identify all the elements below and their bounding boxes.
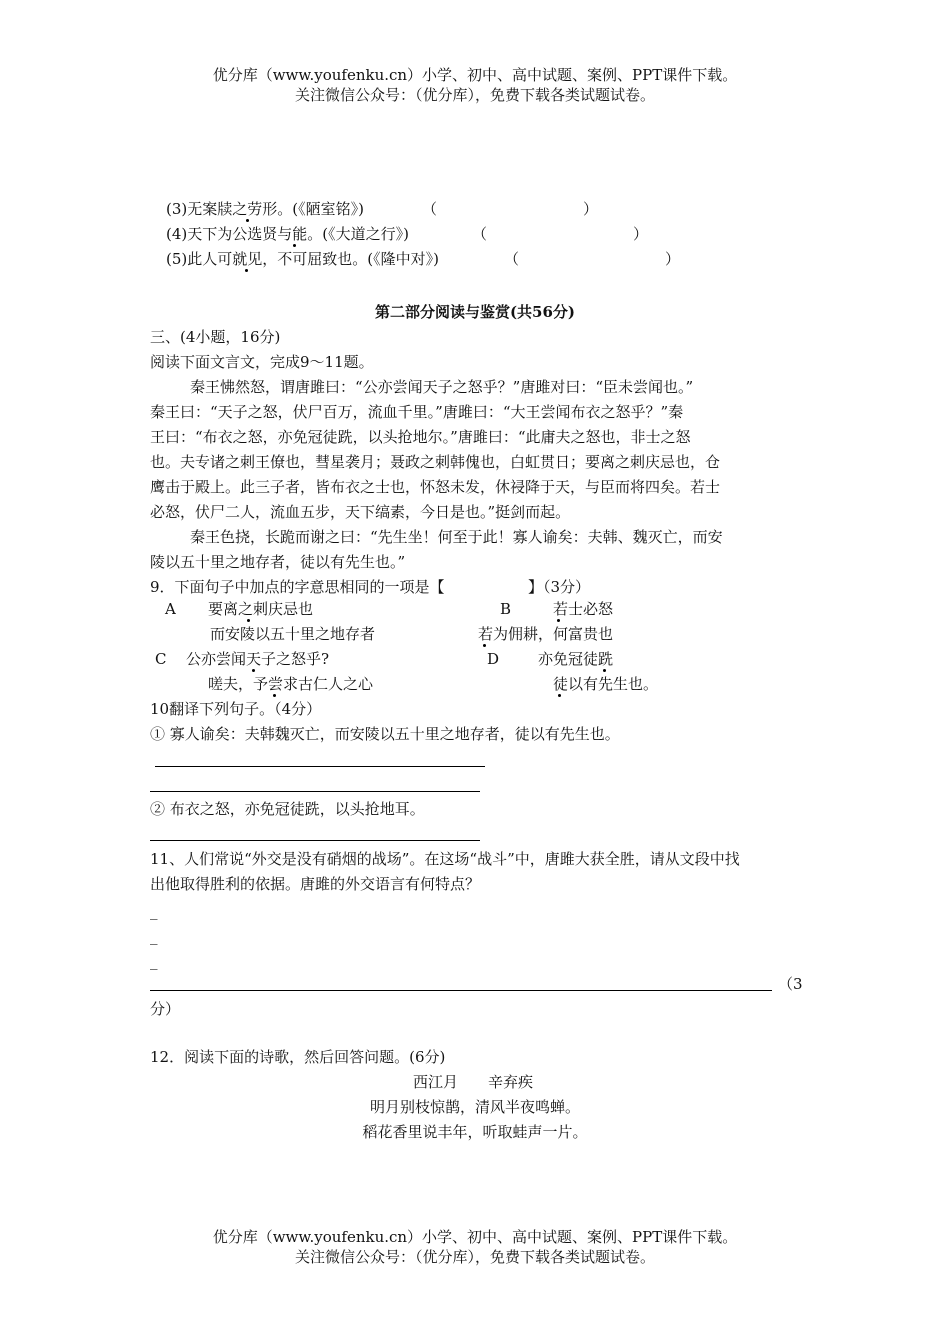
q9-option-d-s1: 亦免冠徒跣 xyxy=(538,650,614,668)
header-line-2: 关注微信公众号：（优分库），免费下载各类试题试卷。 xyxy=(294,86,655,104)
answer-line[interactable] xyxy=(150,791,480,792)
emphasis-dot xyxy=(273,694,276,697)
answer-dash[interactable]: _ xyxy=(150,927,158,945)
answer-dash[interactable]: _ xyxy=(150,952,158,970)
section3-heading: 三、(4小题，16分) xyxy=(150,328,281,346)
q10-stem: 10翻译下列句子。（4分） xyxy=(150,700,322,718)
poem-title: 西江月 xyxy=(413,1073,459,1091)
item-5: (5)此人可就见，不可屈致也。(《隆中对》) xyxy=(166,250,439,268)
item-3-paren-open: （ xyxy=(422,200,438,218)
answer-line[interactable] xyxy=(155,766,485,767)
emphasis-dot xyxy=(558,694,561,697)
q9-option-c-s2: 嗟夫，予尝求古仁人之心 xyxy=(208,675,374,693)
footer-line-1: 优分库（www.youfenku.cn）小学、初中、高中试题、案例、PPT课件下载。 xyxy=(212,1228,738,1246)
passage-line: 必怒，伏尸二人，流血五步，天下缟素，今日是也。”挺剑而起。 xyxy=(150,503,571,521)
poem-line: 稻花香里说丰年，听取蛙声一片。 xyxy=(362,1123,588,1141)
q9-option-a-s2: 而安陵以五十里之地存者 xyxy=(210,625,376,643)
q11-line-2: 出他取得胜利的依据。唐雎的外交语言有何特点？ xyxy=(150,875,481,893)
q9-option-d-letter: D xyxy=(487,650,500,668)
emphasis-dot xyxy=(483,644,486,647)
passage-line: 秦王曰：“天子之怒，伏尸百万，流血千里。”唐雎曰：“大王尝闻布衣之怒乎？”秦 xyxy=(150,403,684,421)
emphasis-dot xyxy=(252,669,255,672)
q10-sentence-2: ② 布衣之怒，亦免冠徒跣，以头抢地耳。 xyxy=(150,800,425,818)
part2-title: 第二部分阅读与鉴赏(共56分) xyxy=(374,303,576,321)
passage-line: 也。夫专诸之刺王僚也，彗星袭月；聂政之刺韩傀也，白虹贯日；要离之刺庆忌也，仓 xyxy=(150,453,721,471)
answer-line[interactable] xyxy=(150,840,480,841)
emphasis-dot xyxy=(557,619,560,622)
q11-score-a: （3 xyxy=(778,975,803,993)
q9-option-c-s1: 公亦尝闻天子之怒乎? xyxy=(186,650,330,668)
poem-author: 辛弃疾 xyxy=(488,1073,534,1091)
item-3-paren-close: ） xyxy=(583,200,599,218)
emphasis-dot xyxy=(245,269,248,272)
answer-dash[interactable]: _ xyxy=(150,902,158,920)
passage-line: 鹰击于殿上。此三子者，皆布衣之士也，怀怒未发，休祲降于天，与臣而将四矣。若士 xyxy=(150,478,721,496)
answer-line[interactable] xyxy=(150,990,772,991)
q9-option-d-s2: 徒以有先生也。 xyxy=(553,675,659,693)
emphasis-dot xyxy=(293,244,296,247)
item-5-paren-close: ） xyxy=(665,250,681,268)
q12-stem: 12．阅读下面的诗歌，然后回答问题。(6分) xyxy=(150,1048,446,1066)
passage-line: 王曰：“布衣之怒，亦免冠徒跣，以头抢地尔。”唐雎曰：“此庸夫之怒也，非士之怒 xyxy=(150,428,691,446)
q9-option-a-s1: 要离之刺庆忌也 xyxy=(208,600,314,618)
footer-line-2: 关注微信公众号：（优分库），免费下载各类试题试卷。 xyxy=(294,1248,655,1266)
emphasis-dot xyxy=(246,219,249,222)
item-4-paren-open: （ xyxy=(472,225,488,243)
poem-line: 明月别枝惊鹊，清风半夜鸣蝉。 xyxy=(369,1098,580,1116)
q9-option-b-s1: 若士必怒 xyxy=(553,600,614,618)
passage-line: 秦王怫然怒，谓唐雎曰：“公亦尝闻天子之怒乎？”唐雎对曰：“臣未尝闻也。” xyxy=(190,378,694,396)
emphasis-dot xyxy=(603,669,606,672)
item-4: (4)天下为公选贤与能。(《大道之行》) xyxy=(166,225,409,243)
passage-line: 秦王色挠，长跪而谢之曰：“先生坐！何至于此！寡人谕矣：夫韩、魏灭亡，而安 xyxy=(190,528,723,546)
q11-score-b: 分） xyxy=(150,1000,181,1018)
item-4-paren-close: ） xyxy=(633,225,649,243)
q9-option-a-letter: A xyxy=(165,600,176,618)
header-line-1: 优分库（www.youfenku.cn）小学、初中、高中试题、案例、PPT课件下载。 xyxy=(212,66,738,84)
q9-option-b-s2: 若为佣耕，何富贵也 xyxy=(478,625,614,643)
q9-stem-end: 】（3分） xyxy=(528,578,591,596)
q9-option-b-letter: B xyxy=(500,600,512,618)
passage-line: 陵以五十里之地存者，徒以有先生也。” xyxy=(150,553,406,571)
section3-instruction: 阅读下面文言文，完成9～11题。 xyxy=(150,353,374,371)
q9-stem: 9．下面句子中加点的字意思相同的一项是【 xyxy=(150,578,445,596)
q9-option-c-letter: C xyxy=(155,650,167,668)
q11-line-1: 11、人们常说“外交是没有硝烟的战场”。在这场“战斗”中，唐雎大获全胜，请从文段中找 xyxy=(150,850,740,868)
emphasis-dot xyxy=(247,619,250,622)
item-5-paren-open: （ xyxy=(504,250,520,268)
q10-sentence-1: ① 寡人谕矣：夫韩魏灭亡，而安陵以五十里之地存者，徒以有先生也。 xyxy=(150,725,620,743)
item-3: (3)无案牍之劳形。(《陋室铭》) xyxy=(166,200,364,218)
